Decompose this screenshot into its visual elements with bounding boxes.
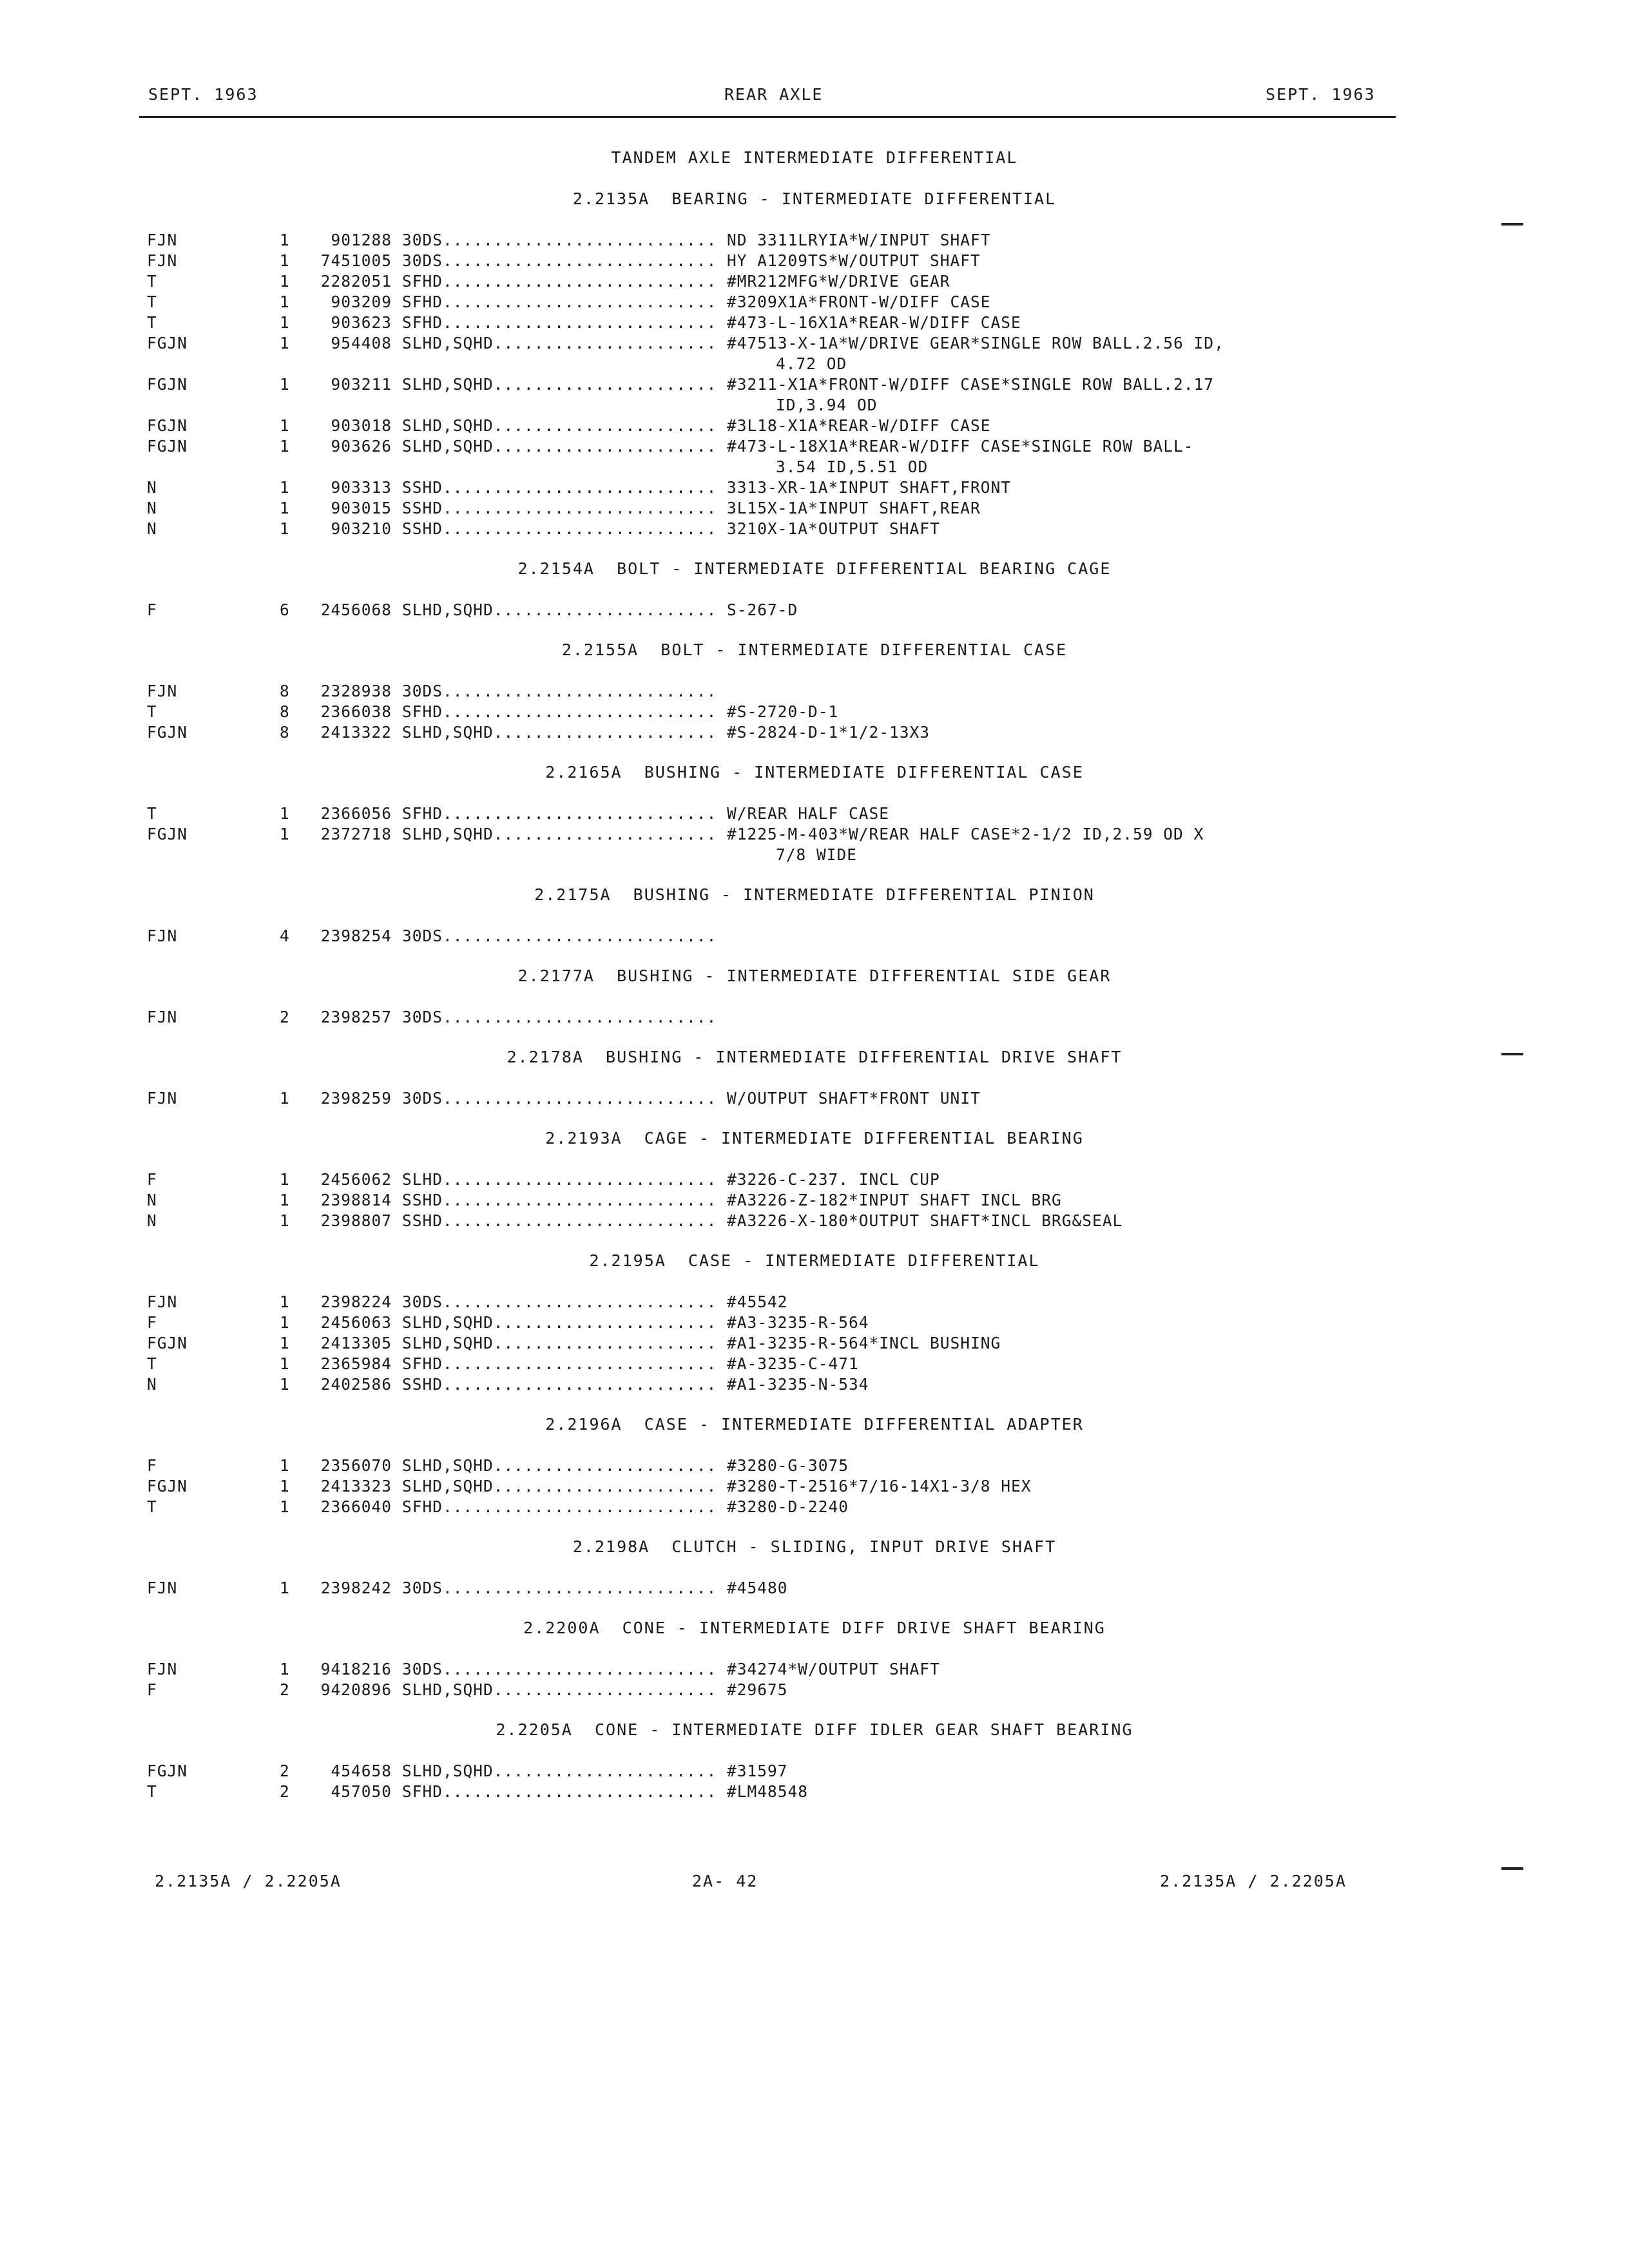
table-row-continuation xyxy=(0,457,1629,478)
usage-code: N xyxy=(147,1211,157,1230)
quantity: 1 xyxy=(280,1477,290,1495)
part-number: 901288 xyxy=(331,231,392,249)
usage-code: T xyxy=(147,1497,157,1516)
part-number: 2372718 xyxy=(320,825,392,843)
description: SLHD,SQHD...................... #3L18-X1A*REAR-W/DIFF CASE xyxy=(402,416,991,435)
quantity: 2 xyxy=(280,1680,290,1699)
table-row-continuation xyxy=(0,354,1629,375)
quantity: 1 xyxy=(280,1354,290,1373)
part-number: 2398242 xyxy=(320,1579,392,1597)
usage-code: N xyxy=(147,1375,157,1394)
usage-code: T xyxy=(147,702,157,721)
table-row xyxy=(0,478,1629,499)
part-number: 457050 xyxy=(331,1782,392,1801)
table-row xyxy=(0,519,1629,540)
part-number: 2402586 xyxy=(320,1375,392,1394)
table-row xyxy=(0,293,1629,313)
quantity: 2 xyxy=(280,1782,290,1801)
part-number: 2456068 xyxy=(320,601,392,619)
quantity: 1 xyxy=(280,1089,290,1108)
description: SSHD........................... 3L15X-1A*INPUT SHAFT,REAR xyxy=(402,499,981,517)
table-row xyxy=(0,1008,1629,1028)
table-row xyxy=(0,334,1629,354)
part-number: 2366038 xyxy=(320,702,392,721)
description: SFHD........................... #MR212MFG*W/DRIVE GEAR xyxy=(402,272,950,291)
quantity: 1 xyxy=(280,375,290,394)
usage-code: F xyxy=(147,1313,157,1332)
quantity: 1 xyxy=(280,1170,290,1189)
part-number: 7451005 xyxy=(320,251,392,270)
description: 30DS........................... #45480 xyxy=(402,1579,788,1597)
part-number: 903313 xyxy=(331,478,392,497)
usage-code: FJN xyxy=(147,1089,178,1108)
table-row xyxy=(0,499,1629,519)
table-row xyxy=(0,1782,1629,1803)
header-rule xyxy=(139,116,1396,118)
quantity: 1 xyxy=(280,519,290,538)
table-row xyxy=(0,1293,1629,1313)
table-row xyxy=(0,1089,1629,1110)
description: SLHD,SQHD...................... #473-L-18X1A*REAR-W/DIFF CASE*SINGLE ROW BALL- xyxy=(402,437,1194,456)
table-row xyxy=(0,1191,1629,1211)
quantity: 1 xyxy=(280,272,290,291)
part-number: 2456062 xyxy=(320,1170,392,1189)
part-number: 454658 xyxy=(331,1762,392,1780)
section-heading: 2.2177A BUSHING - INTERMEDIATE DIFFERENTIAL SIDE GEAR xyxy=(517,966,1112,985)
section-heading: 2.2196A CASE - INTERMEDIATE DIFFERENTIAL ADAPTER xyxy=(545,1415,1084,1434)
part-number: 903015 xyxy=(331,499,392,517)
usage-code: N xyxy=(147,499,157,517)
table-row xyxy=(0,1660,1629,1680)
table-row xyxy=(0,702,1629,723)
table-row xyxy=(0,272,1629,293)
table-row xyxy=(0,1211,1629,1232)
usage-code: T xyxy=(147,1782,157,1801)
part-number: 903018 xyxy=(331,416,392,435)
part-number: 2366040 xyxy=(320,1497,392,1516)
description: 30DS........................... HY A1209TS*W/OUTPUT SHAFT xyxy=(402,251,981,270)
description: SLHD,SQHD...................... #3280-G-3075 xyxy=(402,1456,849,1475)
table-row xyxy=(0,251,1629,272)
part-number: 9418216 xyxy=(320,1660,392,1678)
usage-code: T xyxy=(147,272,157,291)
usage-code: FJN xyxy=(147,682,178,700)
section-heading: 2.2135A BEARING - INTERMEDIATE DIFFERENTIAL xyxy=(572,189,1057,208)
part-number: 2456063 xyxy=(320,1313,392,1332)
part-number: 954408 xyxy=(331,334,392,352)
quantity: 8 xyxy=(280,702,290,721)
table-row-continuation xyxy=(0,845,1629,866)
description: SLHD,SQHD...................... S-267-D xyxy=(402,601,798,619)
usage-code: FJN xyxy=(147,1293,178,1311)
table-row xyxy=(0,1680,1629,1701)
table-row xyxy=(0,437,1629,457)
part-number: 2356070 xyxy=(320,1456,392,1475)
quantity: 1 xyxy=(280,804,290,823)
description: 30DS........................... #34274*W/OUTPUT SHAFT xyxy=(402,1660,940,1678)
description: SFHD........................... #3209X1A*FRONT-W/DIFF CASE xyxy=(402,293,991,311)
margin-mark xyxy=(1501,1053,1523,1055)
description: SLHD,SQHD...................... #3211-X1A*FRONT-W/DIFF CASE*SINGLE ROW BALL.2.17 xyxy=(402,375,1215,394)
usage-code: FGJN xyxy=(147,416,188,435)
table-row xyxy=(0,313,1629,334)
description: SSHD........................... 3210X-1A*OUTPUT SHAFT xyxy=(402,519,940,538)
description: SLHD,SQHD...................... #3280-T-2516*7/16-14X1-3/8 HEX xyxy=(402,1477,1032,1495)
quantity: 6 xyxy=(280,601,290,619)
quantity: 1 xyxy=(280,416,290,435)
usage-code: FGJN xyxy=(147,825,188,843)
header-center: REAR AXLE xyxy=(724,85,824,104)
usage-code: FGJN xyxy=(147,1477,188,1495)
part-number: 2413322 xyxy=(320,723,392,742)
quantity: 1 xyxy=(280,1293,290,1311)
description: SFHD........................... #473-L-16X1A*REAR-W/DIFF CASE xyxy=(402,313,1021,332)
part-number: 2398814 xyxy=(320,1191,392,1209)
section-heading: 2.2175A BUSHING - INTERMEDIATE DIFFERENTIAL PINION xyxy=(534,885,1095,904)
description-continuation: 7/8 WIDE xyxy=(776,845,858,864)
table-row xyxy=(0,1477,1629,1497)
usage-code: T xyxy=(147,313,157,332)
table-row xyxy=(0,1375,1629,1396)
table-row xyxy=(0,1762,1629,1782)
description: SFHD........................... #3280-D-2240 xyxy=(402,1497,849,1516)
quantity: 1 xyxy=(280,437,290,456)
description: SLHD,SQHD...................... #A1-3235-R-564*INCL BUSHING xyxy=(402,1334,1001,1352)
usage-code: FGJN xyxy=(147,723,188,742)
quantity: 1 xyxy=(280,313,290,332)
part-number: 2366056 xyxy=(320,804,392,823)
usage-code: T xyxy=(147,293,157,311)
usage-code: FJN xyxy=(147,1579,178,1597)
usage-code: F xyxy=(147,601,157,619)
footer-center: 2A- 42 xyxy=(692,1872,758,1890)
part-number: 2398257 xyxy=(320,1008,392,1026)
quantity: 1 xyxy=(280,1191,290,1209)
section-heading: 2.2154A BOLT - INTERMEDIATE DIFFERENTIAL BEARING CAGE xyxy=(517,559,1112,578)
table-row xyxy=(0,375,1629,396)
quantity: 1 xyxy=(280,1211,290,1230)
margin-mark xyxy=(1501,223,1523,226)
usage-code: FGJN xyxy=(147,375,188,394)
usage-code: FGJN xyxy=(147,334,188,352)
description: 30DS........................... ND 3311LRYIA*W/INPUT SHAFT xyxy=(402,231,991,249)
table-row xyxy=(0,825,1629,845)
part-number: 903209 xyxy=(331,293,392,311)
usage-code: N xyxy=(147,519,157,538)
description: SFHD........................... W/REAR HALF CASE xyxy=(402,804,890,823)
description: 30DS........................... xyxy=(402,682,717,700)
description: 30DS........................... W/OUTPUT SHAFT*FRONT UNIT xyxy=(402,1089,981,1108)
header-left: SEPT. 1963 xyxy=(148,85,258,104)
quantity: 1 xyxy=(280,251,290,270)
usage-code: F xyxy=(147,1456,157,1475)
header-right: SEPT. 1963 xyxy=(1266,85,1376,104)
table-row xyxy=(0,723,1629,744)
table-row xyxy=(0,1456,1629,1477)
description: SFHD........................... #S-2720-D-1 xyxy=(402,702,839,721)
quantity: 1 xyxy=(280,1456,290,1475)
quantity: 1 xyxy=(280,1660,290,1678)
description: SLHD........................... #3226-C-237. INCL CUP xyxy=(402,1170,940,1189)
part-number: 2398254 xyxy=(320,927,392,945)
quantity: 1 xyxy=(280,1579,290,1597)
table-row xyxy=(0,927,1629,947)
part-number: 903210 xyxy=(331,519,392,538)
page-title: TANDEM AXLE INTERMEDIATE DIFFERENTIAL xyxy=(611,148,1018,167)
description: SSHD........................... 3313-XR-1A*INPUT SHAFT,FRONT xyxy=(402,478,1012,497)
table-row xyxy=(0,804,1629,825)
table-row xyxy=(0,416,1629,437)
quantity: 1 xyxy=(280,825,290,843)
part-number: 2398224 xyxy=(320,1293,392,1311)
description: SFHD........................... #LM48548 xyxy=(402,1782,809,1801)
table-row xyxy=(0,1579,1629,1599)
usage-code: FGJN xyxy=(147,1762,188,1780)
quantity: 1 xyxy=(280,334,290,352)
part-number: 2328938 xyxy=(320,682,392,700)
description: SLHD,SQHD...................... #S-2824-D-1*1/2-13X3 xyxy=(402,723,930,742)
table-row xyxy=(0,1497,1629,1518)
section-heading: 2.2155A BOLT - INTERMEDIATE DIFFERENTIAL CASE xyxy=(561,640,1068,659)
table-row xyxy=(0,1170,1629,1191)
quantity: 1 xyxy=(280,1497,290,1516)
quantity: 1 xyxy=(280,478,290,497)
description: SLHD,SQHD...................... #31597 xyxy=(402,1762,788,1780)
part-number: 2282051 xyxy=(320,272,392,291)
section-heading: 2.2195A CASE - INTERMEDIATE DIFFERENTIAL xyxy=(589,1251,1040,1270)
table-row-continuation xyxy=(0,396,1629,416)
part-number: 2365984 xyxy=(320,1354,392,1373)
table-row xyxy=(0,1313,1629,1334)
part-number: 2413323 xyxy=(320,1477,392,1495)
usage-code: F xyxy=(147,1170,157,1189)
section-heading: 2.2205A CONE - INTERMEDIATE DIFF IDLER GEAR SHAFT BEARING xyxy=(496,1720,1133,1739)
description: 30DS........................... xyxy=(402,1008,717,1026)
table-row xyxy=(0,1334,1629,1354)
margin-mark xyxy=(1501,1867,1523,1870)
table-row xyxy=(0,682,1629,702)
quantity: 1 xyxy=(280,1375,290,1394)
quantity: 1 xyxy=(280,1334,290,1352)
usage-code: FJN xyxy=(147,927,178,945)
usage-code: FJN xyxy=(147,251,178,270)
section-heading: 2.2198A CLUTCH - SLIDING, INPUT DRIVE SHAFT xyxy=(572,1537,1057,1556)
description: 30DS........................... xyxy=(402,927,717,945)
section-heading: 2.2200A CONE - INTERMEDIATE DIFF DRIVE SHAFT BEARING xyxy=(523,1619,1106,1637)
usage-code: T xyxy=(147,1354,157,1373)
quantity: 8 xyxy=(280,723,290,742)
quantity: 1 xyxy=(280,1313,290,1332)
description: SSHD........................... #A3226-Z-182*INPUT SHAFT INCL BRG xyxy=(402,1191,1062,1209)
usage-code: FJN xyxy=(147,1008,178,1026)
description: SLHD,SQHD...................... #A3-3235-R-564 xyxy=(402,1313,869,1332)
quantity: 2 xyxy=(280,1762,290,1780)
part-number: 9420896 xyxy=(320,1680,392,1699)
description-continuation: 3.54 ID,5.51 OD xyxy=(776,457,929,476)
table-row xyxy=(0,231,1629,251)
usage-code: FGJN xyxy=(147,437,188,456)
section-heading: 2.2178A BUSHING - INTERMEDIATE DIFFERENTIAL DRIVE SHAFT xyxy=(506,1048,1123,1066)
description: SLHD,SQHD...................... #29675 xyxy=(402,1680,788,1699)
description-continuation: ID,3.94 OD xyxy=(776,396,878,414)
section-heading: 2.2193A CAGE - INTERMEDIATE DIFFERENTIAL BEARING xyxy=(545,1129,1084,1148)
usage-code: N xyxy=(147,1191,157,1209)
description: 30DS........................... #45542 xyxy=(402,1293,788,1311)
quantity: 1 xyxy=(280,231,290,249)
usage-code: FGJN xyxy=(147,1334,188,1352)
footer-right: 2.2135A / 2.2205A xyxy=(1160,1872,1347,1890)
section-heading: 2.2165A BUSHING - INTERMEDIATE DIFFERENTIAL CASE xyxy=(545,763,1084,782)
quantity: 4 xyxy=(280,927,290,945)
table-row xyxy=(0,601,1629,621)
usage-code: F xyxy=(147,1680,157,1699)
quantity: 2 xyxy=(280,1008,290,1026)
quantity: 8 xyxy=(280,682,290,700)
description-continuation: 4.72 OD xyxy=(776,354,847,373)
description: SSHD........................... #A1-3235-N-534 xyxy=(402,1375,869,1394)
description: SSHD........................... #A3226-X-180*OUTPUT SHAFT*INCL BRG&SEAL xyxy=(402,1211,1123,1230)
table-row xyxy=(0,1354,1629,1375)
usage-code: T xyxy=(147,804,157,823)
usage-code: FJN xyxy=(147,1660,178,1678)
quantity: 1 xyxy=(280,293,290,311)
part-number: 2398807 xyxy=(320,1211,392,1230)
description: SFHD........................... #A-3235-C-471 xyxy=(402,1354,859,1373)
quantity: 1 xyxy=(280,499,290,517)
part-number: 903626 xyxy=(331,437,392,456)
description: SLHD,SQHD...................... #1225-M-403*W/REAR HALF CASE*2-1/2 ID,2.59 OD X xyxy=(402,825,1204,843)
part-number: 2413305 xyxy=(320,1334,392,1352)
footer-left: 2.2135A / 2.2205A xyxy=(155,1872,342,1890)
usage-code: N xyxy=(147,478,157,497)
usage-code: FJN xyxy=(147,231,178,249)
description: SLHD,SQHD...................... #47513-X-1A*W/DRIVE GEAR*SINGLE ROW BALL.2.56 ID, xyxy=(402,334,1224,352)
part-number: 903623 xyxy=(331,313,392,332)
part-number: 903211 xyxy=(331,375,392,394)
part-number: 2398259 xyxy=(320,1089,392,1108)
